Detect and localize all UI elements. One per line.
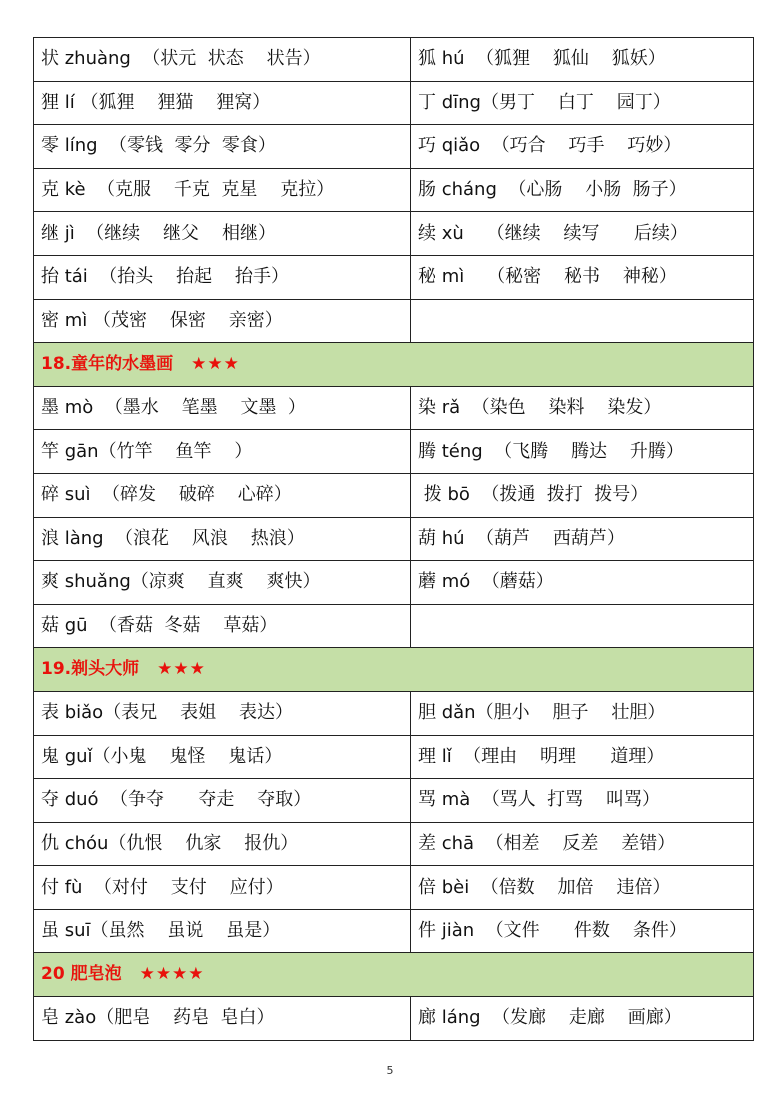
vocab-row — [34, 255, 754, 299]
vocab-entry-right: 丁 dīng（男丁 白丁 园丁） — [411, 81, 754, 125]
vocab-entry-right: 倍 bèi （倍数 加倍 违倍） — [411, 866, 754, 910]
vocab-entry-left: 竿 gān（竹竿 鱼竿 ） — [34, 430, 411, 474]
vocab-entry-right: 差 chā （相差 反差 差错） — [411, 822, 754, 866]
vocab-entry-left: 表 biǎo（表兄 表姐 表达） — [34, 691, 411, 735]
vocab-row — [34, 299, 754, 343]
vocab-entry-right: 秘 mì （秘密 秘书 神秘） — [411, 255, 754, 299]
vocab-row — [34, 822, 754, 866]
vocab-entry-left: 鬼 guǐ（小鬼 鬼怪 鬼话） — [34, 735, 411, 779]
vocab-entry-left: 浪 làng （浪花 风浪 热浪） — [34, 517, 411, 561]
vocab-row — [34, 779, 754, 823]
section-header — [34, 343, 754, 387]
vocabulary-table-body — [34, 38, 754, 1041]
vocab-entry-left: 狸 lí （狐狸 狸猫 狸窝） — [34, 81, 411, 125]
vocab-entry-right: 胆 dǎn（胆小 胆子 壮胆） — [411, 691, 754, 735]
vocab-entry-left: 虽 suī（虽然 虽说 虽是） — [34, 909, 411, 953]
difficulty-stars: ★★★★ — [139, 964, 205, 985]
section-title: 20 肥皂泡 — [41, 964, 122, 985]
difficulty-stars: ★★★ — [157, 659, 206, 680]
vocab-entry-left: 密 mì （茂密 保密 亲密） — [34, 299, 411, 343]
vocab-entry-right: 蘑 mó （蘑菇） — [411, 561, 754, 605]
vocab-entry-left: 皂 zào（肥皂 药皂 皂白） — [34, 997, 411, 1041]
vocab-entry-right: 狐 hú （狐狸 狐仙 狐妖） — [411, 38, 754, 82]
vocab-row — [34, 691, 754, 735]
vocab-row — [34, 430, 754, 474]
section-header-row — [34, 953, 754, 997]
vocab-entry-right: 葫 hú （葫芦 西葫芦） — [411, 517, 754, 561]
vocab-entry-right: 巧 qiǎo （巧合 巧手 巧妙） — [411, 125, 754, 169]
difficulty-stars: ★★★ — [191, 353, 240, 374]
vocab-entry-left: 抬 tái （抬头 抬起 抬手） — [34, 255, 411, 299]
vocab-entry-left: 夺 duó （争夺 夺走 夺取） — [34, 779, 411, 823]
vocab-entry-left: 菇 gū （香菇 冬菇 草菇） — [34, 604, 411, 648]
vocab-row — [34, 38, 754, 82]
vocab-row — [34, 866, 754, 910]
vocab-entry-right: 理 lǐ （理由 明理 道理） — [411, 735, 754, 779]
vocab-entry-right: 染 rǎ （染色 染料 染发） — [411, 386, 754, 430]
vocab-row — [34, 125, 754, 169]
page-number: 5 — [386, 1064, 394, 1077]
vocab-row — [34, 168, 754, 212]
vocab-entry-left: 爽 shuǎng（凉爽 直爽 爽快） — [34, 561, 411, 605]
vocab-entry-right: 续 xù （继续 续写 后续） — [411, 212, 754, 256]
vocab-entry-left: 克 kè （克服 千克 克星 克拉） — [34, 168, 411, 212]
vocab-entry-right — [411, 299, 754, 343]
vocab-entry-left: 墨 mò （墨水 笔墨 文墨 ） — [34, 386, 411, 430]
vocab-entry-right: 拨 bō （拨通 拨打 拨号） — [411, 473, 754, 517]
vocab-entry-left: 状 zhuàng （状元 状态 状告） — [34, 38, 411, 82]
section-header — [34, 648, 754, 692]
vocab-entry-right — [411, 604, 754, 648]
vocab-row — [34, 604, 754, 648]
vocab-row — [34, 735, 754, 779]
vocab-row — [34, 81, 754, 125]
section-header-row — [34, 343, 754, 387]
vocab-entry-left: 付 fù （对付 支付 应付） — [34, 866, 411, 910]
vocab-entry-left: 继 jì （继续 继父 相继） — [34, 212, 411, 256]
vocab-row — [34, 517, 754, 561]
section-header-row — [34, 648, 754, 692]
vocab-row — [34, 561, 754, 605]
vocab-row — [34, 473, 754, 517]
vocab-entry-left: 仇 chóu（仇恨 仇家 报仇） — [34, 822, 411, 866]
section-title: 19.剃头大师 — [41, 659, 140, 680]
vocab-row — [34, 386, 754, 430]
vocab-row — [34, 997, 754, 1041]
section-title: 18.童年的水墨画 — [41, 353, 174, 374]
section-header — [34, 953, 754, 997]
vocabulary-table — [33, 37, 754, 1041]
vocab-entry-right: 腾 téng （飞腾 腾达 升腾） — [411, 430, 754, 474]
vocab-entry-left: 碎 suì （碎发 破碎 心碎） — [34, 473, 411, 517]
vocab-entry-right: 廊 láng （发廊 走廊 画廊） — [411, 997, 754, 1041]
vocab-row — [34, 909, 754, 953]
vocab-entry-right: 件 jiàn （文件 件数 条件） — [411, 909, 754, 953]
vocab-entry-right: 骂 mà （骂人 打骂 叫骂） — [411, 779, 754, 823]
vocab-row — [34, 212, 754, 256]
vocab-entry-left: 零 líng （零钱 零分 零食） — [34, 125, 411, 169]
vocab-entry-right: 肠 cháng （心肠 小肠 肠子） — [411, 168, 754, 212]
